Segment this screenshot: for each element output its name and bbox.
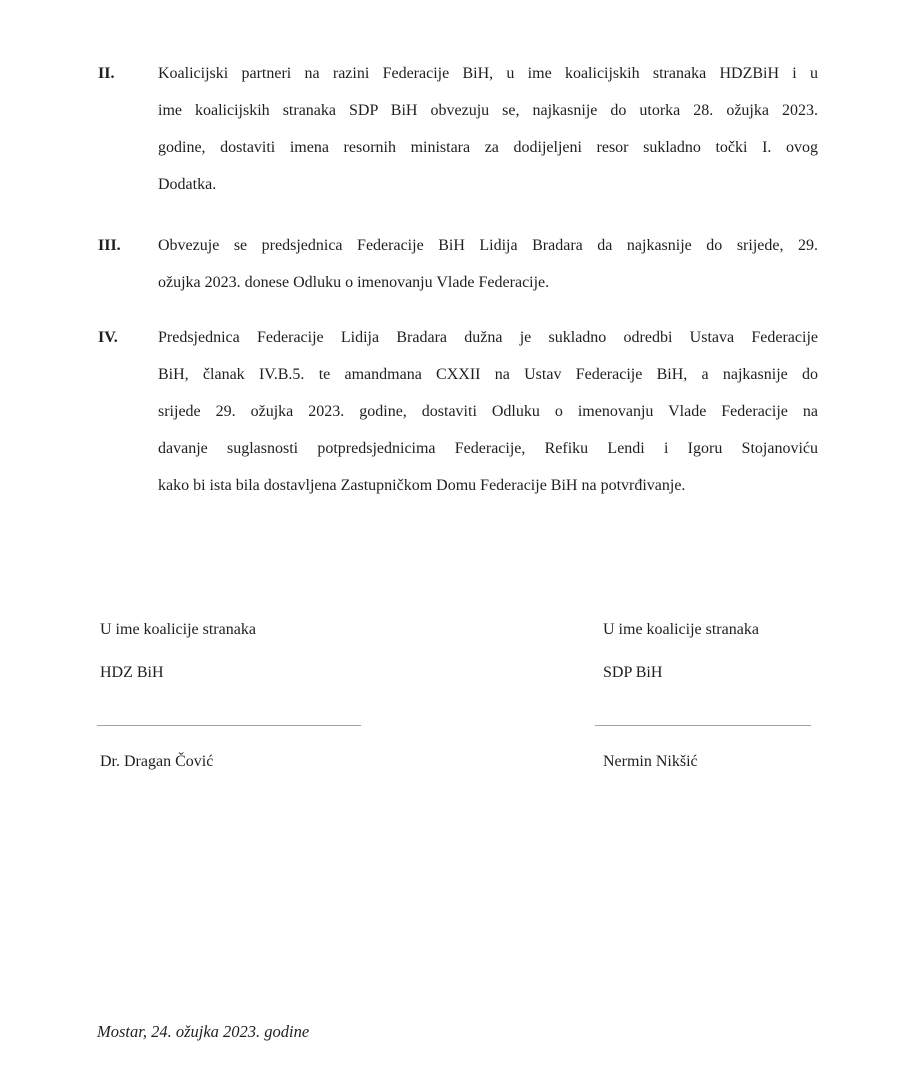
- paragraph-iii-numeral: III.: [98, 237, 121, 254]
- paragraph-line: BiH, članak IV.B.5. te amandmana CXXII na Ustav Federacije BiH, a najkasnije do: [158, 366, 818, 383]
- paragraph-iii-body: [158, 227, 818, 301]
- paragraph-iv-body: [158, 319, 818, 504]
- paragraph-line: Predsjednica Federacije Lidija Bradara dužna je sukladno odredbi Ustava Federacije: [158, 329, 818, 346]
- paragraph-ii: [98, 55, 818, 203]
- paragraph-line: ime koalicijskih stranaka SDP BiH obvezuju se, najkasnije do utorka 28. ožujka 2023.: [158, 102, 818, 119]
- paragraph-line: srijede 29. ožujka 2023. godine, dostaviti Odluku o imenovanju Vlade Federacije na: [158, 403, 818, 420]
- signature-right-party: SDP BiH: [603, 664, 663, 681]
- paragraph-iii: [98, 227, 818, 301]
- signature-left-line: _________________________________: [97, 711, 361, 728]
- signature-right-on-behalf: U ime koalicije stranaka: [603, 621, 759, 638]
- dateline: Mostar, 24. ožujka 2023. godine: [97, 1022, 310, 1041]
- paragraph-line: kako bi ista bila dostavljena Zastupničkom Domu Federacije BiH na potvrđivanje.: [158, 477, 686, 494]
- signature-right-line: ___________________________: [595, 711, 811, 728]
- paragraph-iv: [98, 319, 818, 504]
- paragraph-line: godine, dostaviti imena resornih ministara za dodijeljeni resor sukladno točki I. ovog: [158, 139, 818, 156]
- paragraph-line: davanje suglasnosti potpredsjednicima Federacije, Refiku Lendi i Igoru Stojanoviću: [158, 440, 818, 457]
- paragraph-ii-numeral: II.: [98, 65, 115, 82]
- paragraph-line: ožujka 2023. donese Odluku o imenovanju Vlade Federacije.: [158, 274, 550, 291]
- paragraph-line: Koalicijski partneri na razini Federacije BiH, u ime koalicijskih stranaka HDZBiH i u: [158, 65, 818, 82]
- signature-left-on-behalf: U ime koalicije stranaka: [100, 621, 256, 638]
- paragraph-iv-numeral: IV.: [98, 329, 118, 346]
- paragraph-ii-body: [158, 55, 818, 203]
- signature-left-party: HDZ BiH: [100, 664, 164, 681]
- paragraph-line: Dodatka.: [158, 176, 217, 193]
- paragraph-line: Obvezuje se predsjednica Federacije BiH Lidija Bradara da najkasnije do srijede, 29.: [158, 237, 818, 254]
- signature-left-name: Dr. Dragan Čović: [100, 753, 214, 770]
- signature-right-name: Nermin Nikšić: [603, 753, 698, 770]
